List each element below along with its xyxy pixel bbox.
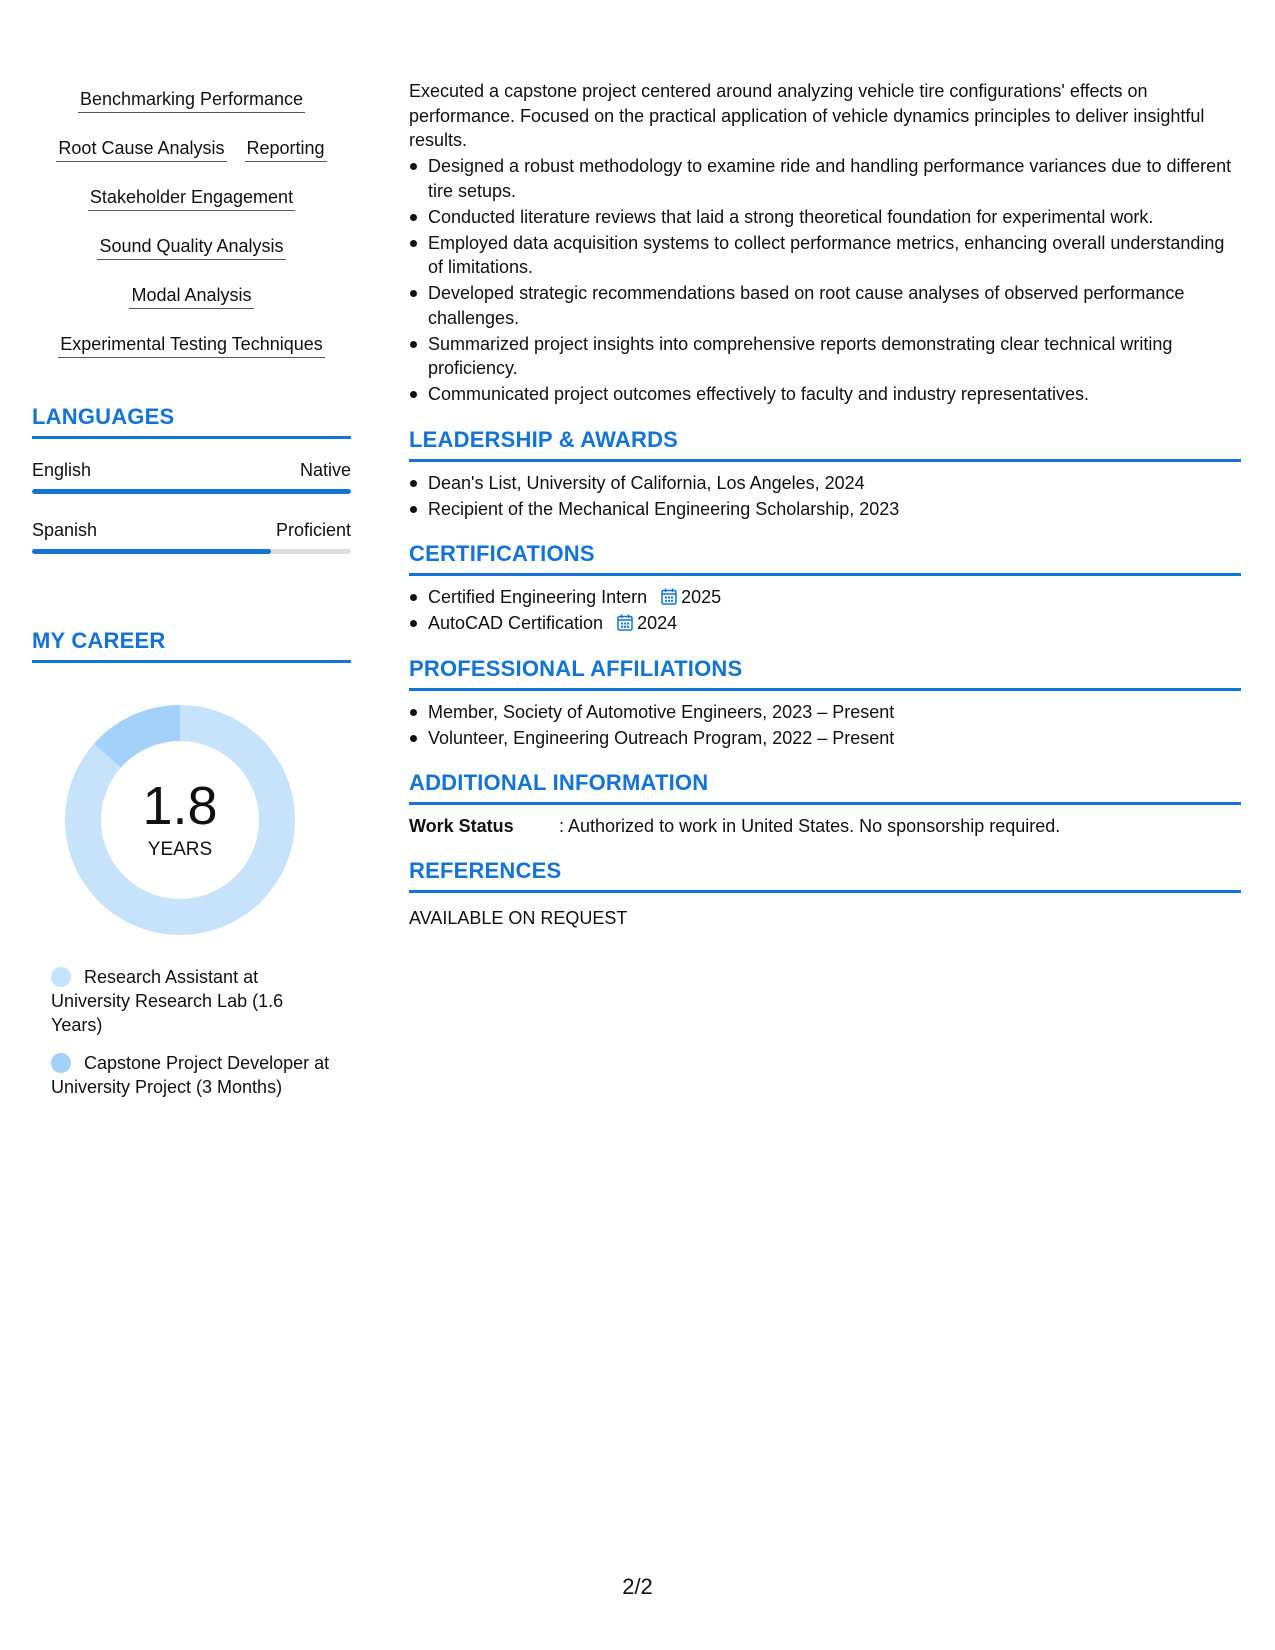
language-name: Spanish (32, 520, 98, 540)
language-level-fill (32, 489, 351, 494)
career-legend-label: Research Assistant at University Research Lab (1.6 Years) (51, 967, 284, 1035)
skill-tag: Benchmarking Performance (78, 80, 305, 113)
project-bullets (409, 154, 1241, 407)
affiliations-list (409, 700, 1241, 751)
work-status-value: : Authorized to work in United States. No sponsorship required. (559, 816, 1061, 836)
legend-dot-icon (51, 1053, 71, 1073)
language-level-bar (32, 489, 351, 494)
certifications-section (409, 541, 1241, 636)
project-bullet: Communicated project outcomes effectively to faculty and industry representatives. (409, 382, 1241, 407)
left-column (32, 80, 351, 1113)
skill-tag: Root Cause Analysis (56, 129, 226, 162)
career-legend-label: Capstone Project Developer at University Project (3 Months) (51, 1053, 330, 1097)
work-status-label: Work Status (409, 816, 514, 836)
skill-tag: Experimental Testing Techniques (58, 325, 325, 358)
calendar-icon (617, 614, 633, 631)
project-bullet: Developed strategic recommendations based on root cause analyses of observed performance challenges. (409, 281, 1241, 330)
certifications-title: CERTIFICATIONS (409, 541, 1241, 576)
languages-title: LANGUAGES (32, 404, 351, 439)
certification-year: 2025 (681, 587, 722, 607)
affiliation-item: Volunteer, Engineering Outreach Program, 2022 – Present (409, 726, 1241, 751)
career-legend (51, 965, 331, 1099)
references-text: AVAILABLE ON REQUEST (409, 908, 628, 928)
right-column (409, 79, 1241, 930)
leadership-item: Recipient of the Mechanical Engineering Scholarship, 2023 (409, 497, 1241, 522)
skill-tag: Reporting (245, 129, 327, 162)
references-title: REFERENCES (409, 858, 1241, 893)
language-level-fill (32, 549, 271, 554)
certifications-list (409, 585, 1241, 636)
page-number: 2/2 (622, 1574, 653, 1599)
additional-info-section (409, 770, 1241, 838)
certification-item (409, 611, 1241, 636)
leadership-item: Dean's List, University of California, Los Angeles, 2024 (409, 471, 1241, 496)
certification-year: 2024 (637, 613, 678, 633)
career-title: MY CAREER (32, 628, 351, 663)
language-level: Proficient (275, 520, 351, 540)
skill-tag: Stakeholder Engagement (88, 178, 295, 211)
references-section (409, 858, 1241, 930)
language-level-bar (32, 549, 351, 554)
calendar-icon (661, 588, 677, 605)
project-bullet: Designed a robust methodology to examine ride and handling performance variances due to different tire setups. (409, 154, 1241, 203)
language-name: English (32, 460, 92, 480)
leadership-section (409, 427, 1241, 522)
language-level: Native (299, 460, 351, 480)
skill-tag: Modal Analysis (129, 276, 253, 309)
career-total-unit: YEARS (147, 839, 213, 860)
project-summary: Executed a capstone project centered around analyzing vehicle tire configurations' effects on performance. Focused on the practical application of vehicle dynamics principles to deliver insightful results. (409, 81, 1205, 150)
project-entry (409, 79, 1241, 407)
affiliation-item: Member, Society of Automotive Engineers, 2023 – Present (409, 700, 1241, 725)
additional-info-title: ADDITIONAL INFORMATION (409, 770, 1241, 805)
project-bullet: Conducted literature reviews that laid a strong theoretical foundation for experimental work. (409, 205, 1241, 230)
certification-name: Certified Engineering Intern (428, 587, 648, 607)
language-row (32, 459, 351, 481)
leadership-title: LEADERSHIP & AWARDS (409, 427, 1241, 462)
project-bullet: Employed data acquisition systems to collect performance metrics, enhancing overall understanding of limitations. (409, 231, 1241, 280)
career-legend-item (51, 1051, 331, 1099)
project-bullet: Summarized project insights into comprehensive reports demonstrating clear technical writing proficiency. (409, 332, 1241, 381)
skills-list (32, 80, 351, 374)
affiliations-section (409, 656, 1241, 751)
skill-tag: Sound Quality Analysis (97, 227, 285, 260)
language-row (32, 519, 351, 541)
leadership-list (409, 471, 1241, 522)
career-donut-chart (65, 705, 295, 935)
certification-name: AutoCAD Certification (428, 613, 604, 633)
career-total-value: 1.8 (142, 776, 218, 836)
work-status-row (409, 814, 1241, 838)
career-legend-item (51, 965, 331, 1037)
languages-section (32, 404, 351, 554)
certification-item (409, 585, 1241, 610)
career-section (32, 628, 351, 1099)
affiliations-title: PROFESSIONAL AFFILIATIONS (409, 656, 1241, 691)
legend-dot-icon (51, 967, 71, 987)
